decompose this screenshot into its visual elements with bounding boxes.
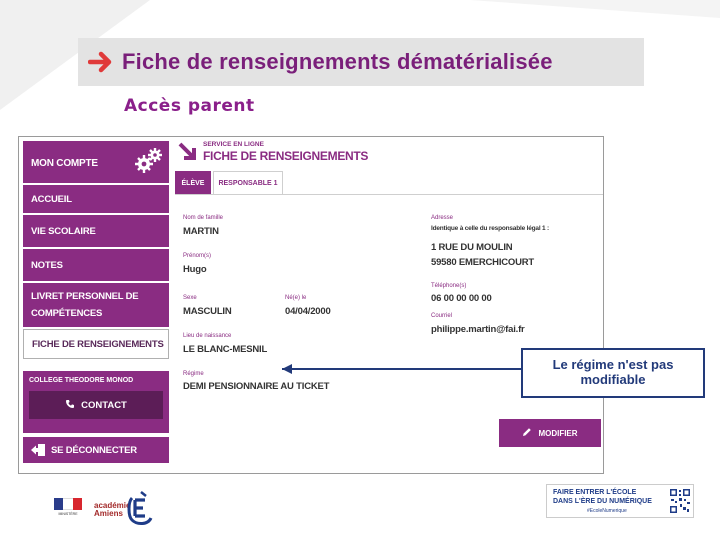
sidebar-item-label: LIVRET PERSONNEL DE [31, 291, 139, 302]
qr-code-icon [669, 488, 691, 514]
sidebar-item-label: FICHE DE RENSEIGNEMENTS [32, 338, 164, 350]
naissance-value: 04/04/2000 [285, 306, 331, 317]
tab-responsable-1[interactable] [213, 171, 283, 195]
title-bar [78, 38, 644, 86]
sidebar-item-label: MON COMPTE [31, 157, 98, 169]
logout-icon [31, 444, 45, 456]
sidebar-item-fiche-renseignements[interactable] [23, 329, 169, 359]
service-title: FICHE DE RENSEIGNEMENTS [203, 149, 369, 163]
contact-label: CONTACT [81, 399, 127, 411]
sexe-label: Sexe [183, 295, 197, 301]
sidebar [23, 139, 169, 473]
sexe-value: MASCULIN [183, 306, 232, 317]
banner-hashtag: #EcoleNumerique [587, 508, 627, 514]
service-label: SERVICE EN LIGNE [203, 141, 264, 148]
tab-eleve[interactable] [175, 171, 211, 195]
page-title: Fiche de renseignements dématérialisée [122, 49, 553, 74]
nom-value: MARTIN [183, 226, 219, 237]
school-panel [23, 371, 169, 433]
callout-line1: Le régime n'est pas [552, 357, 674, 373]
academie-line2: Amiens [94, 509, 123, 519]
main-content [175, 137, 604, 474]
modifier-button[interactable] [499, 419, 601, 447]
courriel-value: philippe.martin@fai.fr [431, 324, 525, 335]
regime-value: DEMI PENSIONNAIRE AU TICKET [183, 381, 330, 392]
sidebar-item-label: NOTES [31, 259, 63, 271]
school-name: COLLEGE THEODORE MONOD [29, 377, 134, 384]
sidebar-item-label: COMPÉTENCES [31, 308, 103, 319]
sidebar-item-livret[interactable] [23, 283, 169, 327]
arrow-down-right-icon [177, 141, 199, 168]
regime-label: Régime [183, 371, 204, 377]
naissance-label: Né(e) le [285, 295, 307, 301]
sidebar-item-label: ACCUEIL [31, 193, 72, 205]
pencil-icon [522, 427, 532, 439]
adresse-label: Adresse [431, 215, 454, 221]
prenom-value: Hugo [183, 264, 207, 275]
gears-icon [133, 147, 163, 178]
telephone-label: Téléphone(s) [431, 283, 467, 289]
academie-line1: académie [94, 501, 131, 510]
arrow-right-icon [84, 38, 118, 86]
tabs-divider [175, 194, 604, 195]
lieu-value: LE BLANC-MESNIL [183, 344, 268, 355]
adresse-note: Identique à celle du responsable légal 1 : [431, 225, 550, 232]
tab-label: ÉLÈVE [181, 179, 205, 187]
phone-icon [65, 399, 75, 412]
logout-button[interactable] [23, 437, 169, 463]
tab-label: RESPONSABLE 1 [218, 180, 278, 187]
page-subtitle: Accès parent [124, 96, 255, 116]
modifier-label: MODIFIER [538, 428, 578, 438]
sidebar-item-notes[interactable] [23, 249, 169, 281]
screenshot-frame [18, 136, 604, 474]
footer-right-banner [546, 484, 694, 518]
courriel-label: Courriel [431, 313, 453, 319]
sidebar-item-mon-compte[interactable] [23, 141, 169, 185]
sidebar-item-accueil[interactable] [23, 183, 169, 213]
academie-e-logo [126, 490, 154, 526]
banner-line1: FAIRE ENTRER L'ÉCOLE [553, 489, 637, 496]
republique-francaise-logo: MINISTÈRE [50, 498, 86, 522]
lieu-label: Lieu de naissance [183, 333, 232, 339]
sidebar-item-vie-scolaire[interactable] [23, 215, 169, 247]
adresse-line1: 1 RUE DU MOULIN [431, 242, 513, 253]
sidebar-item-label: VIE SCOLAIRE [31, 225, 96, 237]
footer-left-logos [50, 488, 160, 530]
sidebar-item-label: SE DÉCONNECTER [51, 444, 137, 456]
nom-label: Nom de famille [183, 215, 224, 221]
callout-line2: modifiable [580, 372, 646, 387]
telephone-value: 06 00 00 00 00 [431, 293, 492, 304]
banner-line2: DANS L'ÈRE DU NUMÉRIQUE [553, 498, 652, 505]
adresse-line2: 59580 EMERCHICOURT [431, 257, 535, 268]
prenom-label: Prénom(s) [183, 253, 212, 259]
academie-logo-text [94, 502, 130, 519]
contact-button[interactable] [29, 391, 163, 419]
callout-note [521, 348, 705, 398]
